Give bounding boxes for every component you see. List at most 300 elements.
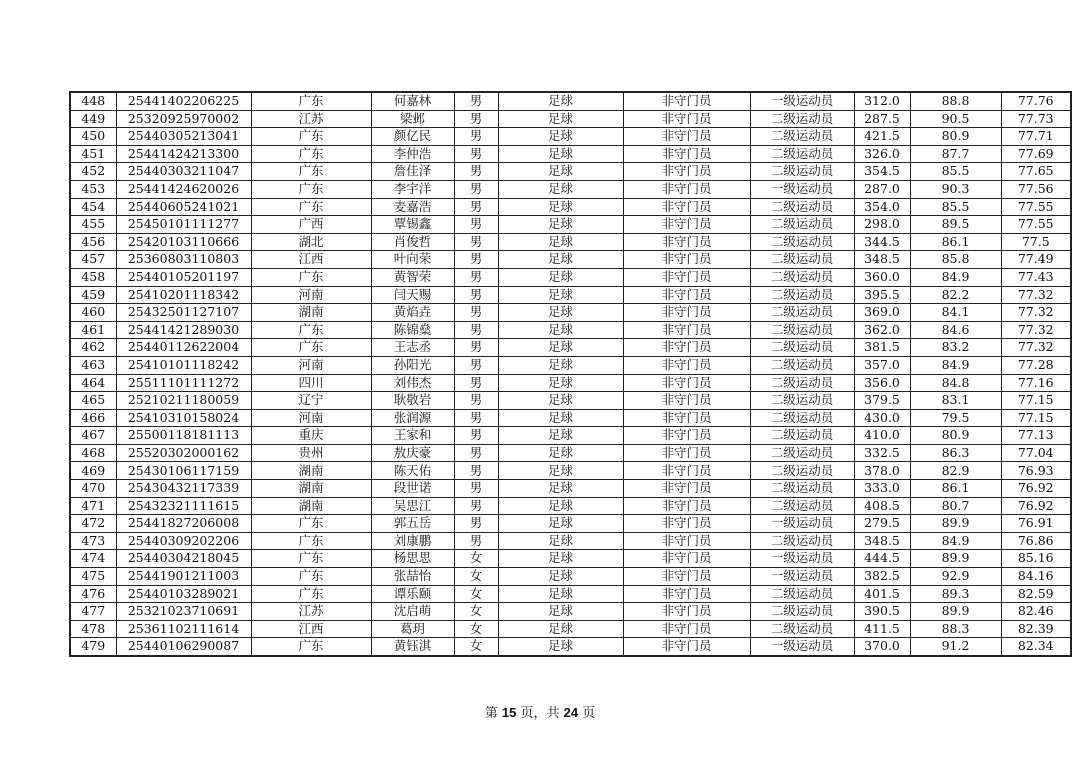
cell-name: 肖俊哲 (371, 233, 454, 251)
cell-name: 王志丞 (371, 339, 454, 357)
cell-culture-score: 401.5 (854, 585, 910, 603)
cell-candidate-id: 25440112622004 (116, 339, 251, 357)
cell-candidate-id: 25440105201197 (116, 268, 251, 286)
cell-sport: 足球 (498, 532, 623, 550)
cell-province: 重庆 (251, 427, 371, 445)
cell-sport-score: 84.1 (910, 304, 1001, 322)
page-footer (0, 702, 1080, 721)
cell-composite-score: 77.32 (1001, 286, 1071, 304)
table-row (70, 163, 1071, 181)
cell-name: 耿敬岩 (371, 392, 454, 410)
cell-position: 非守门员 (623, 603, 750, 621)
cell-gender: 女 (454, 568, 498, 586)
cell-name: 王家和 (371, 427, 454, 445)
cell-athlete-level: 二级运动员 (750, 392, 854, 410)
cell-athlete-level: 二级运动员 (750, 321, 854, 339)
cell-rank: 473 (70, 532, 116, 550)
cell-province: 广东 (251, 198, 371, 216)
table-row (70, 444, 1071, 462)
cell-rank: 479 (70, 638, 116, 656)
cell-rank: 450 (70, 128, 116, 146)
cell-sport-score: 80.9 (910, 128, 1001, 146)
cell-position: 非守门员 (623, 392, 750, 410)
cell-candidate-id: 25441827206008 (116, 515, 251, 533)
table-row (70, 321, 1071, 339)
table-row (70, 568, 1071, 586)
cell-position: 非守门员 (623, 216, 750, 234)
cell-sport: 足球 (498, 304, 623, 322)
cell-sport: 足球 (498, 550, 623, 568)
cell-name: 叶向荣 (371, 251, 454, 269)
cell-culture-score: 395.5 (854, 286, 910, 304)
cell-culture-score: 444.5 (854, 550, 910, 568)
cell-rank: 459 (70, 286, 116, 304)
cell-candidate-id: 25440303211047 (116, 163, 251, 181)
cell-composite-score: 76.86 (1001, 532, 1071, 550)
cell-rank: 448 (70, 92, 116, 110)
cell-name: 黄钰淇 (371, 638, 454, 656)
cell-athlete-level: 二级运动员 (750, 286, 854, 304)
cell-athlete-level: 一级运动员 (750, 550, 854, 568)
cell-culture-score: 379.5 (854, 392, 910, 410)
cell-candidate-id: 25441402206225 (116, 92, 251, 110)
cell-sport: 足球 (498, 638, 623, 656)
cell-composite-score: 85.16 (1001, 550, 1071, 568)
table-row (70, 409, 1071, 427)
cell-sport-score: 84.9 (910, 356, 1001, 374)
cell-culture-score: 287.0 (854, 180, 910, 198)
table-row (70, 110, 1071, 128)
cell-position: 非守门员 (623, 497, 750, 515)
cell-province: 广东 (251, 163, 371, 181)
cell-culture-score: 298.0 (854, 216, 910, 234)
cell-province: 四川 (251, 374, 371, 392)
cell-province: 广东 (251, 550, 371, 568)
cell-name: 葛玥 (371, 620, 454, 638)
table-row (70, 532, 1071, 550)
table-row (70, 304, 1071, 322)
cell-name: 张喆怡 (371, 568, 454, 586)
table-row (70, 515, 1071, 533)
cell-province: 广东 (251, 532, 371, 550)
cell-athlete-level: 一级运动员 (750, 92, 854, 110)
cell-gender: 男 (454, 356, 498, 374)
cell-position: 非守门员 (623, 163, 750, 181)
cell-gender: 男 (454, 251, 498, 269)
cell-sport-score: 79.5 (910, 409, 1001, 427)
cell-candidate-id: 25441901211003 (116, 568, 251, 586)
cell-culture-score: 333.0 (854, 480, 910, 498)
cell-position: 非守门员 (623, 268, 750, 286)
cell-athlete-level: 二级运动员 (750, 339, 854, 357)
cell-province: 河南 (251, 286, 371, 304)
cell-composite-score: 77.43 (1001, 268, 1071, 286)
cell-culture-score: 357.0 (854, 356, 910, 374)
table-row (70, 268, 1071, 286)
cell-composite-score: 77.15 (1001, 392, 1071, 410)
cell-sport: 足球 (498, 198, 623, 216)
cell-position: 非守门员 (623, 444, 750, 462)
cell-composite-score: 82.46 (1001, 603, 1071, 621)
cell-candidate-id: 25410201118342 (116, 286, 251, 304)
cell-athlete-level: 二级运动员 (750, 145, 854, 163)
table-row (70, 356, 1071, 374)
cell-name: 郭五岳 (371, 515, 454, 533)
cell-candidate-id: 25440304218045 (116, 550, 251, 568)
cell-rank: 451 (70, 145, 116, 163)
cell-province: 广东 (251, 585, 371, 603)
cell-culture-score: 421.5 (854, 128, 910, 146)
table-row (70, 180, 1071, 198)
cell-rank: 453 (70, 180, 116, 198)
cell-athlete-level: 二级运动员 (750, 497, 854, 515)
cell-name: 黄焰垚 (371, 304, 454, 322)
cell-candidate-id: 25410310158024 (116, 409, 251, 427)
cell-composite-score: 77.04 (1001, 444, 1071, 462)
cell-name: 段世诺 (371, 480, 454, 498)
cell-gender: 男 (454, 180, 498, 198)
cell-position: 非守门员 (623, 180, 750, 198)
cell-composite-score: 77.5 (1001, 233, 1071, 251)
cell-sport: 足球 (498, 480, 623, 498)
cell-province: 广西 (251, 216, 371, 234)
cell-athlete-level: 二级运动员 (750, 198, 854, 216)
cell-sport-score: 83.1 (910, 392, 1001, 410)
cell-position: 非守门员 (623, 550, 750, 568)
cell-sport: 足球 (498, 268, 623, 286)
cell-athlete-level: 二级运动员 (750, 620, 854, 638)
cell-composite-score: 77.49 (1001, 251, 1071, 269)
cell-position: 非守门员 (623, 304, 750, 322)
cell-athlete-level: 二级运动员 (750, 462, 854, 480)
cell-position: 非守门员 (623, 356, 750, 374)
cell-rank: 457 (70, 251, 116, 269)
cell-sport-score: 80.7 (910, 497, 1001, 515)
cell-candidate-id: 25361102111614 (116, 620, 251, 638)
cell-sport-score: 91.2 (910, 638, 1001, 656)
cell-position: 非守门员 (623, 374, 750, 392)
cell-position: 非守门员 (623, 92, 750, 110)
cell-rank: 455 (70, 216, 116, 234)
cell-position: 非守门员 (623, 409, 750, 427)
cell-position: 非守门员 (623, 110, 750, 128)
cell-culture-score: 410.0 (854, 427, 910, 445)
cell-sport: 足球 (498, 603, 623, 621)
cell-culture-score: 348.5 (854, 251, 910, 269)
cell-rank: 454 (70, 198, 116, 216)
cell-rank: 477 (70, 603, 116, 621)
cell-rank: 468 (70, 444, 116, 462)
cell-sport-score: 90.5 (910, 110, 1001, 128)
table-row (70, 128, 1071, 146)
cell-sport: 足球 (498, 356, 623, 374)
table-row (70, 92, 1071, 110)
cell-athlete-level: 二级运动员 (750, 251, 854, 269)
cell-name: 陈锦燊 (371, 321, 454, 339)
cell-rank: 462 (70, 339, 116, 357)
cell-province: 广东 (251, 515, 371, 533)
cell-rank: 464 (70, 374, 116, 392)
cell-candidate-id: 25430432117339 (116, 480, 251, 498)
cell-sport: 足球 (498, 585, 623, 603)
cell-composite-score: 77.32 (1001, 304, 1071, 322)
table-row (70, 339, 1071, 357)
cell-rank: 452 (70, 163, 116, 181)
cell-candidate-id: 25420103110666 (116, 233, 251, 251)
cell-athlete-level: 二级运动员 (750, 268, 854, 286)
cell-sport-score: 82.9 (910, 462, 1001, 480)
cell-name: 杨思思 (371, 550, 454, 568)
cell-sport-score: 89.5 (910, 216, 1001, 234)
cell-sport: 足球 (498, 392, 623, 410)
cell-position: 非守门员 (623, 568, 750, 586)
cell-athlete-level: 二级运动员 (750, 163, 854, 181)
cell-name: 詹佳泽 (371, 163, 454, 181)
table-row (70, 638, 1071, 656)
cell-candidate-id: 25430106117159 (116, 462, 251, 480)
cell-sport: 足球 (498, 92, 623, 110)
table-row (70, 603, 1071, 621)
cell-candidate-id: 25440309202206 (116, 532, 251, 550)
cell-candidate-id: 25440103289021 (116, 585, 251, 603)
cell-sport-score: 84.6 (910, 321, 1001, 339)
cell-athlete-level: 二级运动员 (750, 480, 854, 498)
cell-culture-score: 411.5 (854, 620, 910, 638)
cell-province: 江西 (251, 251, 371, 269)
cell-candidate-id: 25500118181113 (116, 427, 251, 445)
cell-rank: 471 (70, 497, 116, 515)
cell-province: 湖南 (251, 462, 371, 480)
cell-sport-score: 90.3 (910, 180, 1001, 198)
cell-candidate-id: 25520302000162 (116, 444, 251, 462)
table-row (70, 286, 1071, 304)
cell-sport-score: 87.7 (910, 145, 1001, 163)
table-row (70, 374, 1071, 392)
cell-rank: 466 (70, 409, 116, 427)
cell-position: 非守门员 (623, 233, 750, 251)
cell-name: 麦嘉浩 (371, 198, 454, 216)
cell-gender: 男 (454, 515, 498, 533)
cell-candidate-id: 25440305213041 (116, 128, 251, 146)
cell-composite-score: 77.65 (1001, 163, 1071, 181)
cell-province: 湖北 (251, 233, 371, 251)
cell-composite-score: 77.71 (1001, 128, 1071, 146)
cell-candidate-id: 25210211180059 (116, 392, 251, 410)
cell-name: 李仲浩 (371, 145, 454, 163)
cell-position: 非守门员 (623, 638, 750, 656)
cell-sport: 足球 (498, 568, 623, 586)
cell-culture-score: 354.0 (854, 198, 910, 216)
cell-gender: 男 (454, 128, 498, 146)
cell-gender: 男 (454, 216, 498, 234)
table-row (70, 620, 1071, 638)
cell-athlete-level: 二级运动员 (750, 356, 854, 374)
cell-composite-score: 77.55 (1001, 198, 1071, 216)
cell-candidate-id: 25511101111272 (116, 374, 251, 392)
cell-athlete-level: 二级运动员 (750, 216, 854, 234)
cell-athlete-level: 一级运动员 (750, 568, 854, 586)
cell-name: 陈天佑 (371, 462, 454, 480)
cell-composite-score: 77.15 (1001, 409, 1071, 427)
cell-gender: 男 (454, 409, 498, 427)
cell-athlete-level: 一级运动员 (750, 180, 854, 198)
cell-gender: 女 (454, 620, 498, 638)
cell-composite-score: 76.92 (1001, 480, 1071, 498)
cell-province: 广东 (251, 321, 371, 339)
cell-sport-score: 89.9 (910, 603, 1001, 621)
cell-sport: 足球 (498, 462, 623, 480)
cell-sport: 足球 (498, 286, 623, 304)
table-row (70, 585, 1071, 603)
cell-province: 河南 (251, 409, 371, 427)
cell-province: 河南 (251, 356, 371, 374)
cell-candidate-id: 25410101118242 (116, 356, 251, 374)
cell-province: 广东 (251, 638, 371, 656)
cell-gender: 男 (454, 497, 498, 515)
table-row (70, 251, 1071, 269)
cell-sport: 足球 (498, 515, 623, 533)
cell-sport: 足球 (498, 180, 623, 198)
cell-sport: 足球 (498, 251, 623, 269)
cell-candidate-id: 25441421289030 (116, 321, 251, 339)
cell-gender: 男 (454, 304, 498, 322)
cell-composite-score: 77.13 (1001, 427, 1071, 445)
cell-rank: 475 (70, 568, 116, 586)
cell-sport-score: 89.3 (910, 585, 1001, 603)
cell-athlete-level: 二级运动员 (750, 427, 854, 445)
cell-name: 刘康鹏 (371, 532, 454, 550)
cell-gender: 女 (454, 603, 498, 621)
cell-sport: 足球 (498, 321, 623, 339)
cell-name: 张润源 (371, 409, 454, 427)
cell-rank: 465 (70, 392, 116, 410)
table-row (70, 145, 1071, 163)
cell-gender: 男 (454, 444, 498, 462)
table-row (70, 427, 1071, 445)
cell-sport-score: 86.1 (910, 233, 1001, 251)
cell-sport-score: 83.2 (910, 339, 1001, 357)
cell-gender: 女 (454, 638, 498, 656)
cell-sport: 足球 (498, 128, 623, 146)
cell-gender: 男 (454, 462, 498, 480)
cell-province: 广东 (251, 568, 371, 586)
cell-province: 广东 (251, 339, 371, 357)
cell-composite-score: 77.32 (1001, 339, 1071, 357)
cell-athlete-level: 二级运动员 (750, 374, 854, 392)
cell-composite-score: 77.55 (1001, 216, 1071, 234)
table-row (70, 462, 1071, 480)
cell-position: 非守门员 (623, 339, 750, 357)
cell-sport: 足球 (498, 374, 623, 392)
cell-culture-score: 348.5 (854, 532, 910, 550)
cell-province: 广东 (251, 268, 371, 286)
cell-sport: 足球 (498, 444, 623, 462)
cell-position: 非守门员 (623, 145, 750, 163)
cell-sport: 足球 (498, 409, 623, 427)
cell-gender: 男 (454, 374, 498, 392)
cell-name: 刘伟杰 (371, 374, 454, 392)
table-row (70, 550, 1071, 568)
cell-rank: 469 (70, 462, 116, 480)
cell-composite-score: 77.28 (1001, 356, 1071, 374)
cell-sport: 足球 (498, 233, 623, 251)
cell-position: 非守门员 (623, 532, 750, 550)
cell-province: 辽宁 (251, 392, 371, 410)
table-row (70, 233, 1071, 251)
cell-sport: 足球 (498, 427, 623, 445)
cell-sport-score: 84.8 (910, 374, 1001, 392)
cell-name: 沈启萌 (371, 603, 454, 621)
table-row (70, 216, 1071, 234)
cell-position: 非守门员 (623, 585, 750, 603)
cell-composite-score: 84.16 (1001, 568, 1071, 586)
cell-composite-score: 76.92 (1001, 497, 1071, 515)
footer-page-number: 15 (501, 705, 517, 720)
cell-rank: 467 (70, 427, 116, 445)
cell-name: 吴思江 (371, 497, 454, 515)
cell-rank: 461 (70, 321, 116, 339)
cell-rank: 456 (70, 233, 116, 251)
cell-gender: 男 (454, 145, 498, 163)
cell-position: 非守门员 (623, 198, 750, 216)
cell-name: 李宇洋 (371, 180, 454, 198)
cell-rank: 470 (70, 480, 116, 498)
cell-composite-score: 77.56 (1001, 180, 1071, 198)
cell-candidate-id: 25432501127107 (116, 304, 251, 322)
cell-gender: 男 (454, 427, 498, 445)
cell-culture-score: 356.0 (854, 374, 910, 392)
cell-province: 江苏 (251, 110, 371, 128)
cell-sport-score: 89.9 (910, 550, 1001, 568)
cell-name: 敖庆豪 (371, 444, 454, 462)
cell-sport: 足球 (498, 145, 623, 163)
cell-culture-score: 381.5 (854, 339, 910, 357)
cell-gender: 男 (454, 532, 498, 550)
cell-name: 颜亿民 (371, 128, 454, 146)
cell-name: 闫天赐 (371, 286, 454, 304)
cell-sport-score: 80.9 (910, 427, 1001, 445)
cell-athlete-level: 二级运动员 (750, 532, 854, 550)
cell-athlete-level: 二级运动员 (750, 409, 854, 427)
cell-position: 非守门员 (623, 251, 750, 269)
cell-culture-score: 312.0 (854, 92, 910, 110)
cell-culture-score: 354.5 (854, 163, 910, 181)
cell-sport: 足球 (498, 110, 623, 128)
cell-candidate-id: 25320925970002 (116, 110, 251, 128)
cell-sport-score: 89.9 (910, 515, 1001, 533)
cell-position: 非守门员 (623, 128, 750, 146)
cell-sport-score: 88.8 (910, 92, 1001, 110)
cell-composite-score: 77.16 (1001, 374, 1071, 392)
cell-culture-score: 430.0 (854, 409, 910, 427)
cell-gender: 男 (454, 233, 498, 251)
cell-sport: 足球 (498, 620, 623, 638)
cell-sport: 足球 (498, 339, 623, 357)
cell-gender: 男 (454, 92, 498, 110)
cell-culture-score: 360.0 (854, 268, 910, 286)
cell-candidate-id: 25441424620026 (116, 180, 251, 198)
cell-province: 湖南 (251, 304, 371, 322)
table-row (70, 392, 1071, 410)
footer-prefix: 第 (484, 706, 498, 721)
cell-sport-score: 86.1 (910, 480, 1001, 498)
cell-composite-score: 82.59 (1001, 585, 1071, 603)
cell-gender: 男 (454, 339, 498, 357)
athlete-roster-table (69, 91, 1072, 657)
cell-rank: 458 (70, 268, 116, 286)
cell-culture-score: 287.5 (854, 110, 910, 128)
cell-sport: 足球 (498, 216, 623, 234)
